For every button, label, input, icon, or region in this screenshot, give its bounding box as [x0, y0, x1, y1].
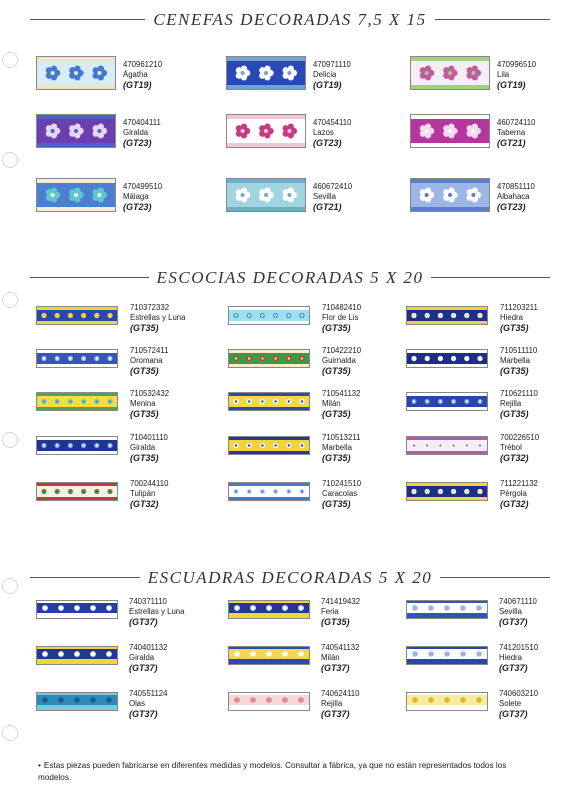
product-item [36, 433, 210, 482]
product-item [36, 689, 209, 738]
product-group: (GT35) [322, 453, 351, 463]
product-item [410, 114, 577, 160]
white-daisy-blue-tile [226, 56, 306, 90]
product-name: Sevilla [313, 192, 336, 201]
product-group: (GT37) [499, 617, 528, 627]
product-name: Guirnalda [322, 356, 356, 365]
product-name: Tulipán [130, 489, 156, 498]
product-code: 740671110 [499, 597, 537, 606]
tile-pattern [37, 601, 117, 618]
product-item [406, 389, 577, 438]
product-group: (GT35) [322, 409, 351, 419]
product-item [228, 346, 402, 395]
footnote-bullet: • [38, 761, 41, 770]
product-name: Flor de Lis [322, 313, 359, 322]
section-title [30, 266, 550, 290]
tile-pattern [37, 483, 117, 500]
product-group: (GT35) [130, 409, 159, 419]
product-code: 470404111 [123, 118, 161, 127]
product-code: 740401132 [129, 643, 168, 652]
yellow-flower-strip [228, 392, 310, 411]
product-name: Delicia [313, 70, 337, 79]
product-group: (GT21) [313, 202, 342, 212]
yellow-ivy-strip [406, 306, 488, 325]
product-code: 700226510 [500, 433, 540, 442]
binder-hole [2, 292, 18, 308]
product-group: (GT23) [123, 202, 152, 212]
product-group: (GT19) [497, 80, 526, 90]
product-code: 710513211 [322, 433, 361, 442]
product-group: (GT35) [130, 366, 159, 376]
product-code: 710621110 [500, 389, 538, 398]
product-code: 710532432 [130, 389, 170, 398]
product-group: (GT32) [500, 499, 529, 509]
product-group: (GT37) [129, 709, 158, 719]
tile-pattern [37, 693, 117, 710]
blue-lattice-strip [406, 392, 488, 411]
product-name: Hiedra [500, 313, 523, 322]
tile-pattern [229, 393, 309, 410]
product-code: 710482410 [322, 303, 362, 312]
product-group: (GT35) [130, 323, 159, 333]
tulip-strip [36, 482, 118, 501]
tile-pattern [411, 57, 489, 89]
product-item [228, 479, 402, 528]
product-group: (GT35) [321, 617, 350, 627]
product-item [406, 643, 577, 692]
product-name: Taberna [497, 128, 526, 137]
product-name: Giralda [130, 443, 156, 452]
pergola-strip [406, 482, 488, 501]
tile-pattern [229, 350, 309, 367]
pink-bow-tile [226, 114, 306, 148]
product-item [406, 689, 577, 738]
product-group: (GT35) [130, 453, 159, 463]
product-item [228, 433, 402, 482]
product-code: 470971110 [313, 60, 351, 69]
tile-pattern [37, 307, 117, 324]
pink-lattice-corner [228, 692, 310, 711]
product-code: 710241510 [322, 479, 362, 488]
product-item [406, 597, 577, 646]
product-group: (GT35) [322, 323, 351, 333]
product-group: (GT35) [322, 366, 351, 376]
product-group: (GT23) [497, 202, 526, 212]
product-code: 700244110 [130, 479, 169, 488]
binder-hole [2, 52, 18, 68]
teal-ornament-tile [36, 178, 116, 212]
section-title-text: ESCOCIAS DECORADAS 5 X 20 [149, 268, 432, 287]
product-code: 710422210 [322, 346, 362, 355]
product-item [410, 56, 577, 102]
binder-hole [2, 432, 18, 448]
tile-pattern [37, 179, 115, 211]
tile-pattern [37, 393, 117, 410]
product-name: Sevilla [499, 607, 522, 616]
product-name: Pérgola [500, 489, 527, 498]
product-code: 711221132 [500, 479, 538, 488]
product-item [36, 479, 210, 528]
purple-scroll-tile [36, 114, 116, 148]
tile-pattern [407, 601, 487, 618]
tile-pattern [407, 693, 487, 710]
product-item [406, 303, 577, 352]
product-group: (GT32) [130, 499, 159, 509]
product-item [406, 346, 577, 395]
product-group: (GT37) [499, 709, 528, 719]
tile-pattern [407, 350, 487, 367]
product-code: 470996510 [497, 60, 537, 69]
product-name: Rejilla [500, 399, 522, 408]
binder-hole [2, 152, 18, 168]
product-code: 470961210 [123, 60, 163, 69]
product-item [36, 597, 209, 646]
blue-flowers-tile [36, 56, 116, 90]
product-name: Oromana [130, 356, 163, 365]
cyan-dot-strip [228, 306, 310, 325]
product-item [410, 178, 577, 224]
product-item [228, 643, 401, 692]
binder-hole [2, 578, 18, 594]
milan-corner [228, 646, 310, 665]
product-group: (GT21) [497, 138, 526, 148]
product-group: (GT35) [500, 409, 529, 419]
tile-pattern [229, 483, 309, 500]
green-garland-strip [228, 349, 310, 368]
product-group: (GT19) [313, 80, 342, 90]
product-code: 470454110 [313, 118, 352, 127]
tile-pattern [227, 57, 305, 89]
tile-pattern [407, 307, 487, 324]
product-item [36, 643, 209, 692]
product-name: Lazos [313, 128, 334, 137]
tile-pattern [407, 437, 487, 454]
shell-strip [228, 482, 310, 501]
product-name: Marbella [322, 443, 352, 452]
footnote-text: Estas piezas pueden fabricarse en diferentes medidas y modelos. Consultar a fábrica, ya que no están representados todos los modelos. [38, 761, 507, 782]
product-name: Lila [497, 70, 510, 79]
binder-hole [2, 725, 18, 741]
product-item [228, 303, 402, 352]
tile-pattern [37, 350, 117, 367]
product-name: Hiedra [499, 653, 522, 662]
product-name: Estrellas y Luna [129, 607, 185, 616]
pink-tulip-tile [410, 56, 490, 90]
tile-pattern [37, 647, 117, 664]
product-code: 470851110 [497, 182, 535, 191]
product-name: Rejilla [321, 699, 343, 708]
hiedra-corner [406, 646, 488, 665]
product-group: (GT23) [123, 138, 152, 148]
product-item [228, 389, 402, 438]
product-code: 470499510 [123, 182, 163, 191]
product-code: 710372332 [130, 303, 170, 312]
product-name: Milán [322, 399, 341, 408]
product-item [36, 346, 210, 395]
tile-pattern [37, 57, 115, 89]
tile-pattern [37, 437, 117, 454]
product-group: (GT37) [321, 663, 350, 673]
product-item [36, 114, 203, 160]
product-item [36, 303, 210, 352]
product-item [226, 56, 393, 102]
product-code: 740371110 [129, 597, 167, 606]
product-group: (GT19) [123, 80, 152, 90]
lavender-vine-tile [410, 178, 490, 212]
product-code: 740624110 [321, 689, 360, 698]
product-code: 711203211 [500, 303, 538, 312]
product-code: 740551124 [129, 689, 168, 698]
sun-corner [406, 692, 488, 711]
clover-strip [406, 436, 488, 455]
product-name: Feria [321, 607, 339, 616]
section-title-text: CENEFAS DECORADAS 7,5 X 15 [145, 10, 434, 29]
navy-scroll-strip [36, 436, 118, 455]
product-item [36, 389, 210, 438]
product-group: (GT32) [500, 453, 529, 463]
product-group: (GT37) [129, 617, 158, 627]
purple-check-tile [410, 114, 490, 148]
product-name: Trébol [500, 443, 522, 452]
product-group: (GT37) [321, 709, 350, 719]
tile-pattern [227, 115, 305, 147]
product-name: Giralda [129, 653, 155, 662]
product-code: 710572411 [130, 346, 169, 355]
tile-pattern [407, 483, 487, 500]
sevilla-corner [406, 600, 488, 619]
tile-pattern [229, 307, 309, 324]
feria-corner [228, 600, 310, 619]
product-name: Menina [130, 399, 156, 408]
blue-rope-strip [36, 349, 118, 368]
footnote [38, 760, 538, 784]
product-code: 741419432 [321, 597, 361, 606]
section-title [30, 8, 550, 32]
product-item [36, 56, 203, 102]
product-item [228, 597, 401, 646]
product-name: Ágatha [123, 70, 148, 79]
tile-pattern [227, 179, 305, 211]
product-code: 460724110 [497, 118, 536, 127]
tile-pattern [407, 393, 487, 410]
product-name: Estrellas y Luna [130, 313, 186, 322]
star-moon-corner [36, 600, 118, 619]
product-item [406, 433, 577, 482]
product-item [226, 178, 393, 224]
product-group: (GT35) [500, 366, 529, 376]
product-name: Caracolas [322, 489, 358, 498]
product-code: 741201510 [499, 643, 539, 652]
yellow-diamond-strip [228, 436, 310, 455]
product-code: 710541132 [322, 389, 361, 398]
product-name: Albahaca [497, 192, 530, 201]
product-code: 740541132 [321, 643, 360, 652]
product-item [226, 114, 393, 160]
product-name: Giralda [123, 128, 149, 137]
tile-pattern [411, 115, 489, 147]
product-group: (GT23) [313, 138, 342, 148]
teal-scroll-tile [226, 178, 306, 212]
product-group: (GT37) [129, 663, 158, 673]
product-name: Marbella [500, 356, 530, 365]
product-name: Olas [129, 699, 146, 708]
product-group: (GT35) [322, 499, 351, 509]
tile-pattern [229, 647, 309, 664]
tile-pattern [229, 693, 309, 710]
product-code: 460672410 [313, 182, 353, 191]
tile-pattern [229, 437, 309, 454]
product-item [228, 689, 401, 738]
product-code: 740603210 [499, 689, 539, 698]
tile-pattern [407, 647, 487, 664]
star-moon-strip [36, 306, 118, 325]
giralda-corner [36, 646, 118, 665]
product-name: Solete [499, 699, 522, 708]
waves-corner [36, 692, 118, 711]
product-item [406, 479, 577, 528]
section-title [30, 566, 550, 590]
navy-dots-strip [406, 349, 488, 368]
product-code: 710401110 [130, 433, 168, 442]
tile-pattern [411, 179, 489, 211]
tile-pattern [37, 115, 115, 147]
product-group: (GT37) [499, 663, 528, 673]
product-item [36, 178, 203, 224]
section-title-text: ESCUADRAS DECORADAS 5 X 20 [140, 568, 441, 587]
yellow-green-strip [36, 392, 118, 411]
product-name: Málaga [123, 192, 149, 201]
product-group: (GT35) [500, 323, 529, 333]
product-code: 710511110 [500, 346, 538, 355]
tile-pattern [229, 601, 309, 618]
product-name: Milán [321, 653, 340, 662]
